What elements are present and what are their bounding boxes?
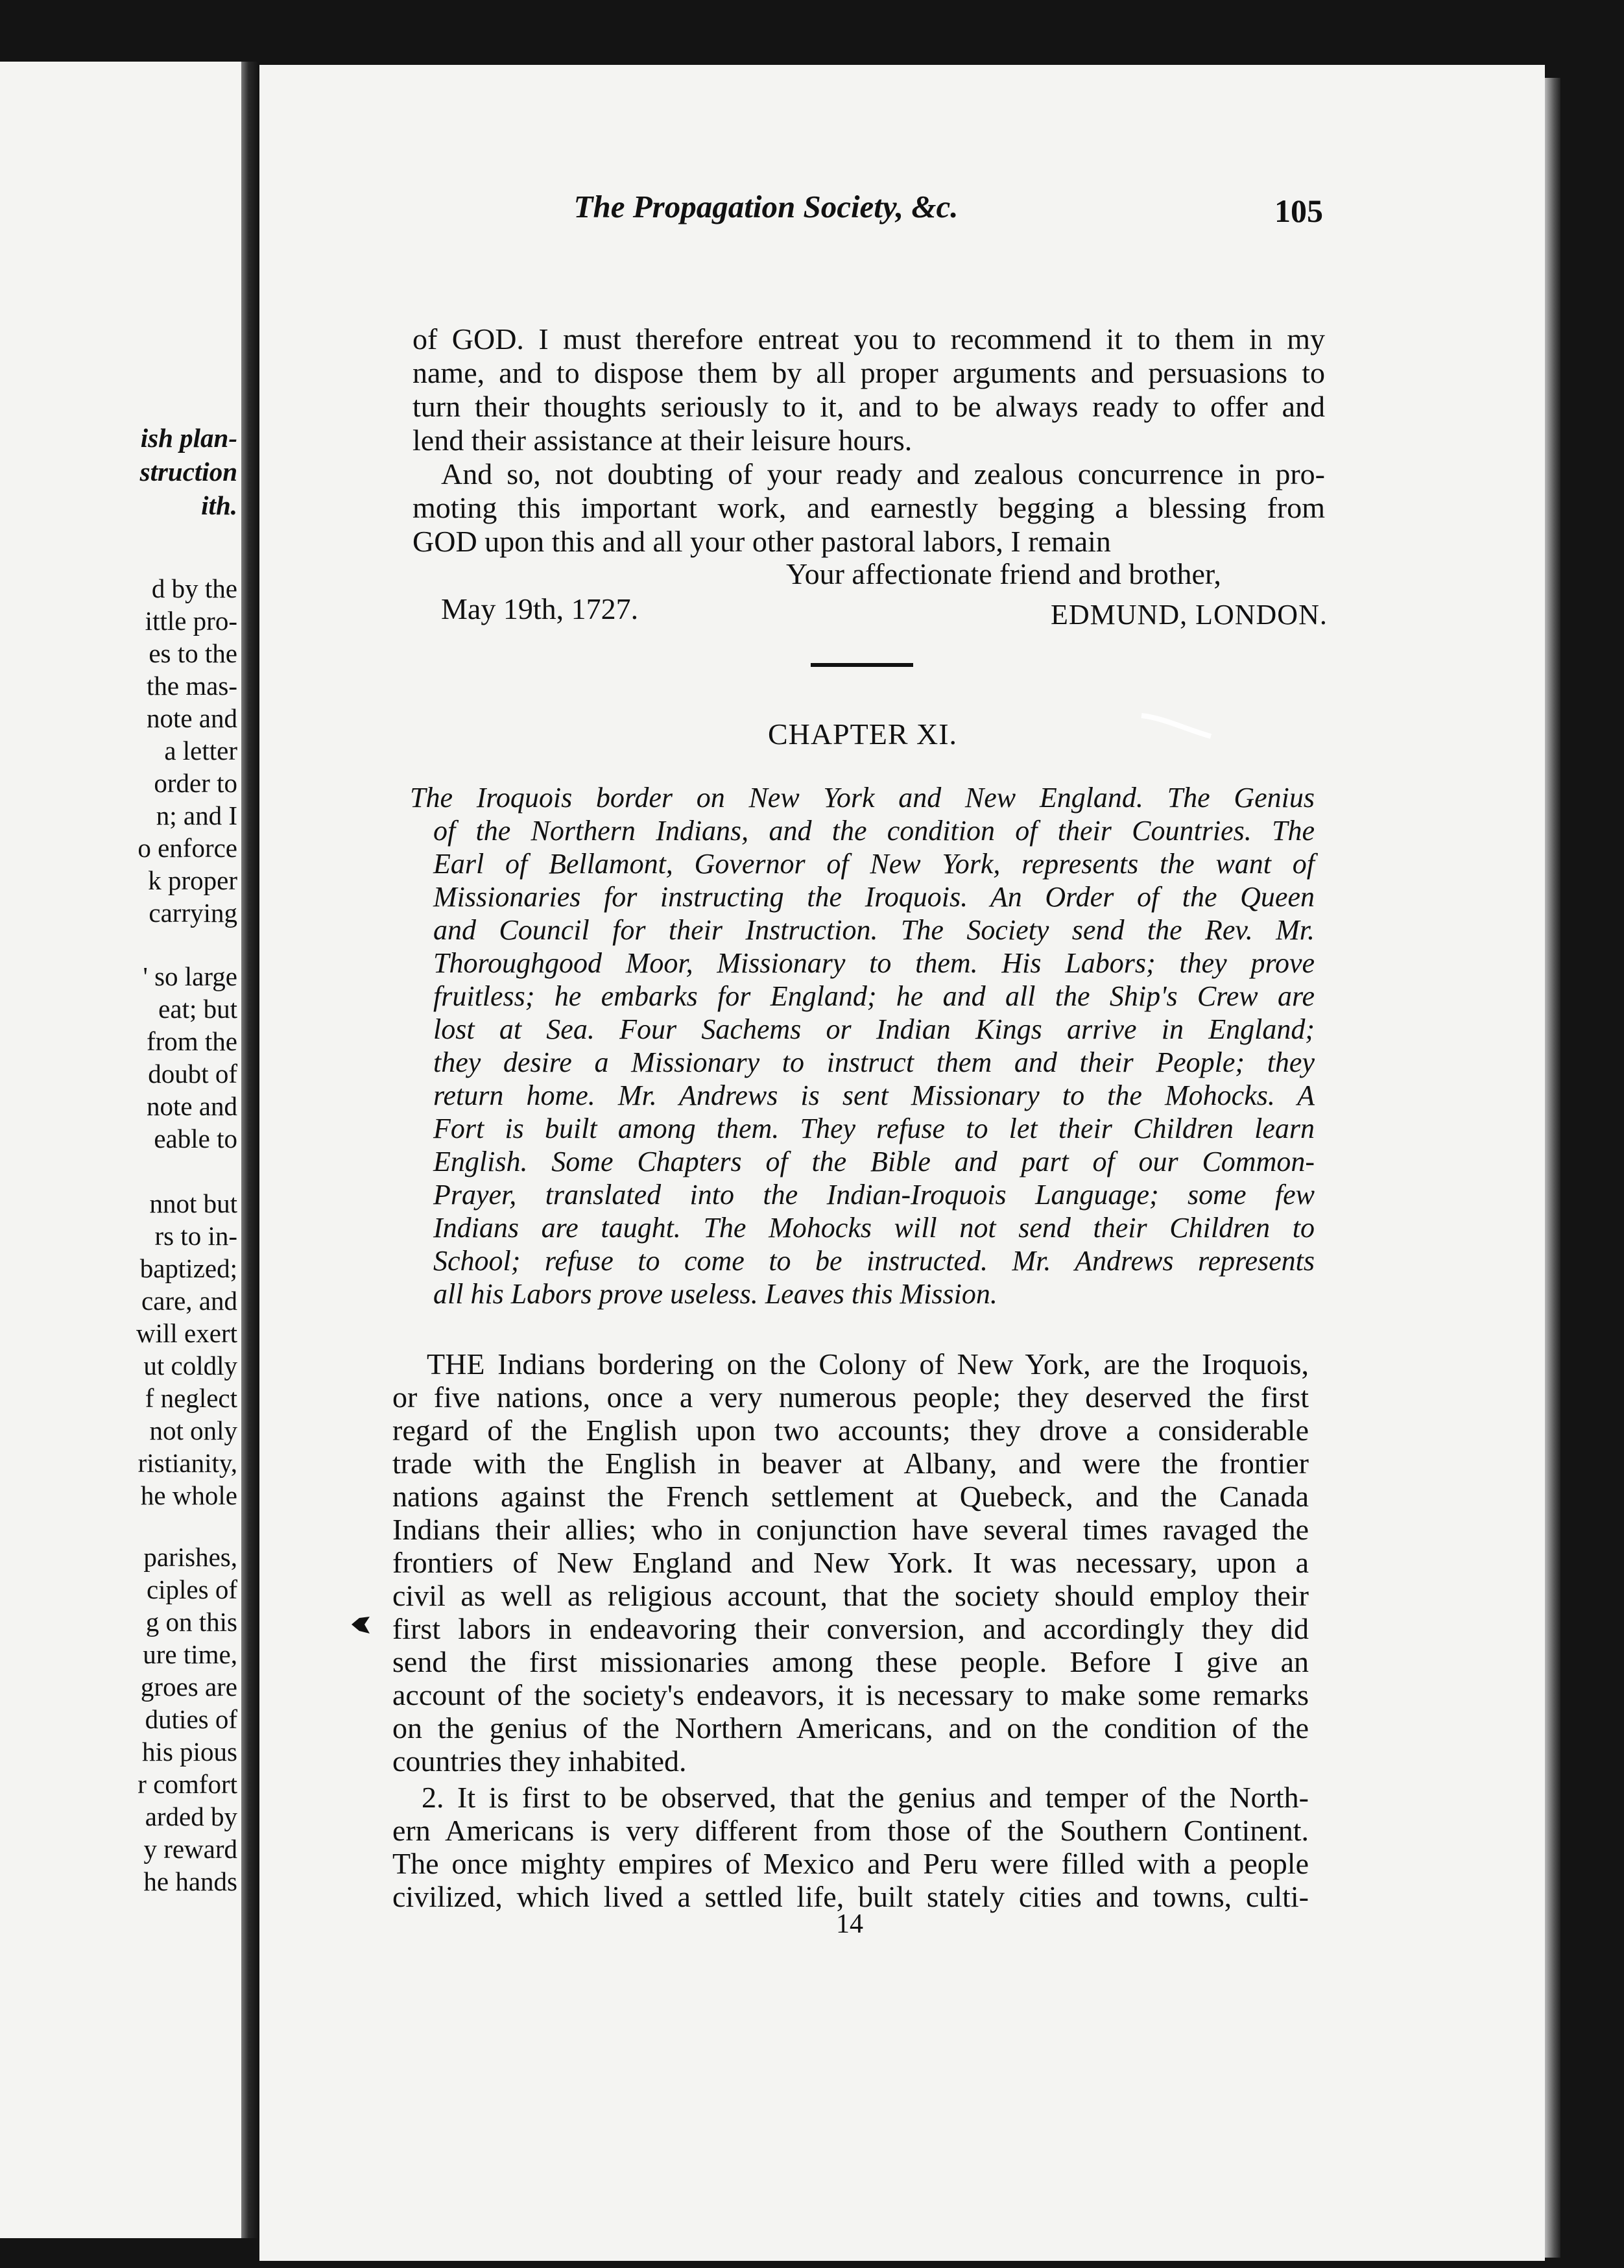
summary-line: Indians are taught. The Mohocks will not send their Children to: [433, 1212, 1315, 1244]
left-page-line: note and: [146, 703, 237, 733]
page-edge-shadow: [1545, 78, 1560, 2258]
summary-line: they desire a Missionary to instruct them and their People; they: [433, 1046, 1315, 1078]
body-line: first labors in endeavoring their conversion, and accordingly they did: [392, 1612, 1309, 1645]
body-line: account of the society's endeavors, it is necessary to make some remarks: [392, 1678, 1309, 1711]
body-line: civil as well as religious account, that the society should employ their: [392, 1579, 1309, 1612]
letter-date: May 19th, 1727.: [441, 592, 639, 625]
letter-line: turn their thoughts seriously to it, and to be always ready to offer and: [412, 390, 1325, 423]
body-line: ern Americans is very different from those of the Southern Continent.: [392, 1814, 1309, 1847]
left-page-line: parishes,: [143, 1542, 237, 1572]
body-line: Indians their allies; who in conjunction have several times ravaged the: [392, 1513, 1309, 1546]
left-page-line: eat; but: [158, 994, 237, 1024]
left-page-line: struction: [139, 457, 237, 487]
left-page-line: o enforce: [137, 833, 237, 863]
left-page-line: ut coldly: [143, 1351, 237, 1381]
left-page-line: order to: [154, 768, 237, 798]
left-page-line: f neglect: [145, 1383, 237, 1413]
summary-line: fruitless; he embarks for England; he and all the Ship's Crew are: [433, 980, 1315, 1012]
left-page-line: r comfort: [137, 1769, 237, 1799]
letter-line: of GOD. I must therefore entreat you to recommend it to them in my: [412, 322, 1325, 356]
summary-line: Earl of Bellamont, Governor of New York, represents the want of: [433, 848, 1315, 880]
letter-closing: Your affectionate friend and brother,: [786, 557, 1221, 590]
paper-crease-mark: [1138, 710, 1216, 740]
left-page-line: k proper: [148, 865, 237, 895]
summary-line: return home. Mr. Andrews is sent Missionary to the Mohocks. A: [433, 1080, 1315, 1111]
left-page-line: es to the: [149, 638, 237, 668]
summary-line: School; refuse to come to be instructed. Mr. Andrews represents: [433, 1245, 1315, 1277]
body-line: on the genius of the Northern Americans, and on the condition of the: [392, 1711, 1309, 1744]
left-page-line: note and: [146, 1091, 237, 1121]
summary-line: all his Labors prove useless. Leaves this Mission.: [433, 1278, 997, 1310]
left-page-line: his pious: [142, 1737, 237, 1767]
left-page-line: will exert: [136, 1318, 237, 1348]
body-line: trade with the English in beaver at Albany, and were the frontier: [392, 1447, 1309, 1480]
left-page-line: y reward: [143, 1834, 237, 1864]
chapter-heading: CHAPTER XI.: [767, 718, 958, 751]
left-page-line: ure time,: [143, 1639, 237, 1669]
left-page-line: a letter: [164, 736, 237, 766]
page-number: 105: [1274, 193, 1323, 229]
letter-line: And so, not doubting of your ready and zealous concurrence in pro-: [441, 457, 1325, 490]
ink-blot-mark: [350, 1615, 371, 1635]
left-page-line: doubt of: [148, 1059, 237, 1089]
section-rule: [811, 663, 913, 667]
left-page-line: duties of: [145, 1704, 237, 1734]
signature-folio: 14: [836, 1909, 863, 1939]
left-page-line: ' so large: [143, 961, 237, 991]
left-page-line: n; and I: [156, 801, 237, 830]
body-line: civilized, which lived a settled life, built stately cities and towns, culti-: [392, 1880, 1309, 1913]
body-line: or five nations, once a very numerous people; they deserved the first: [392, 1381, 1309, 1414]
left-page-line: from the: [146, 1026, 237, 1056]
letter-line: moting this important work, and earnestly begging a blessing from: [412, 491, 1325, 524]
left-page-line: he hands: [143, 1866, 237, 1896]
left-page-line: carrying: [149, 898, 237, 928]
body-line: countries they inhabited.: [392, 1744, 687, 1778]
summary-line: Thoroughgood Moor, Missionary to them. His Labors; they prove: [433, 947, 1315, 979]
body-line: THE Indians bordering on the Colony of New York, are the Iroquois,: [427, 1347, 1309, 1381]
summary-line: Missionaries for instructing the Iroquois. An Order of the Queen: [433, 881, 1315, 913]
left-page-line: rs to in-: [154, 1221, 237, 1251]
letter-line: name, and to dispose them by all proper arguments and persuasions to: [412, 356, 1325, 389]
summary-line: Prayer, translated into the Indian-Iroquois Language; some few: [433, 1179, 1315, 1211]
left-page-line: ittle pro-: [145, 606, 237, 636]
summary-line: English. Some Chapters of the Bible and part of our Common-: [433, 1146, 1315, 1177]
left-page-line: not only: [149, 1416, 237, 1445]
left-page-line: care, and: [141, 1286, 237, 1316]
left-page-line: ristianity,: [137, 1448, 237, 1478]
left-page-line: arded by: [145, 1802, 237, 1831]
left-page-line: ish plan-: [140, 423, 237, 453]
summary-line: The Iroquois border on New York and New England. The Genius: [410, 782, 1315, 814]
letter-line: lend their assistance at their leisure hours.: [412, 424, 913, 457]
body-line: nations against the French settlement at Quebeck, and the Canada: [392, 1480, 1309, 1513]
left-page-line: g on this: [145, 1607, 237, 1637]
left-page-line: he whole: [140, 1480, 237, 1510]
summary-line: lost at Sea. Four Sachems or Indian Kings arrive in England;: [433, 1013, 1315, 1045]
book-gutter: [241, 62, 259, 2238]
left-page-line: eable to: [154, 1124, 237, 1153]
left-page-line: the mas-: [146, 671, 237, 701]
summary-line: of the Northern Indians, and the condition of their Countries. The: [433, 815, 1315, 847]
left-page-line: nnot but: [149, 1188, 237, 1218]
body-line: 2. It is first to be observed, that the genius and temper of the North-: [422, 1781, 1309, 1814]
running-title: The Propagation Society, &c.: [573, 189, 959, 224]
left-page-fragment: [0, 62, 241, 2238]
left-page-line: ciples of: [146, 1574, 237, 1604]
letter-line: GOD upon this and all your other pastoral labors, I remain: [412, 525, 1111, 558]
left-page-line: baptized;: [139, 1253, 237, 1283]
summary-line: and Council for their Instruction. The Society send the Rev. Mr.: [433, 914, 1315, 946]
body-line: The once mighty empires of Mexico and Peru were filled with a people: [392, 1847, 1309, 1880]
body-line: frontiers of New England and New York. It was necessary, upon a: [392, 1546, 1309, 1579]
left-page-line: ith.: [201, 490, 237, 520]
letter-signature: EDMUND, LONDON.: [1051, 599, 1328, 631]
left-page-line: groes are: [140, 1672, 237, 1702]
left-page-line: d by the: [151, 573, 237, 603]
summary-line: Fort is built among them. They refuse to let their Children learn: [433, 1113, 1315, 1144]
body-line: send the first missionaries among these people. Before I give an: [392, 1645, 1309, 1678]
body-line: regard of the English upon two accounts; they drove a considerable: [392, 1414, 1309, 1447]
